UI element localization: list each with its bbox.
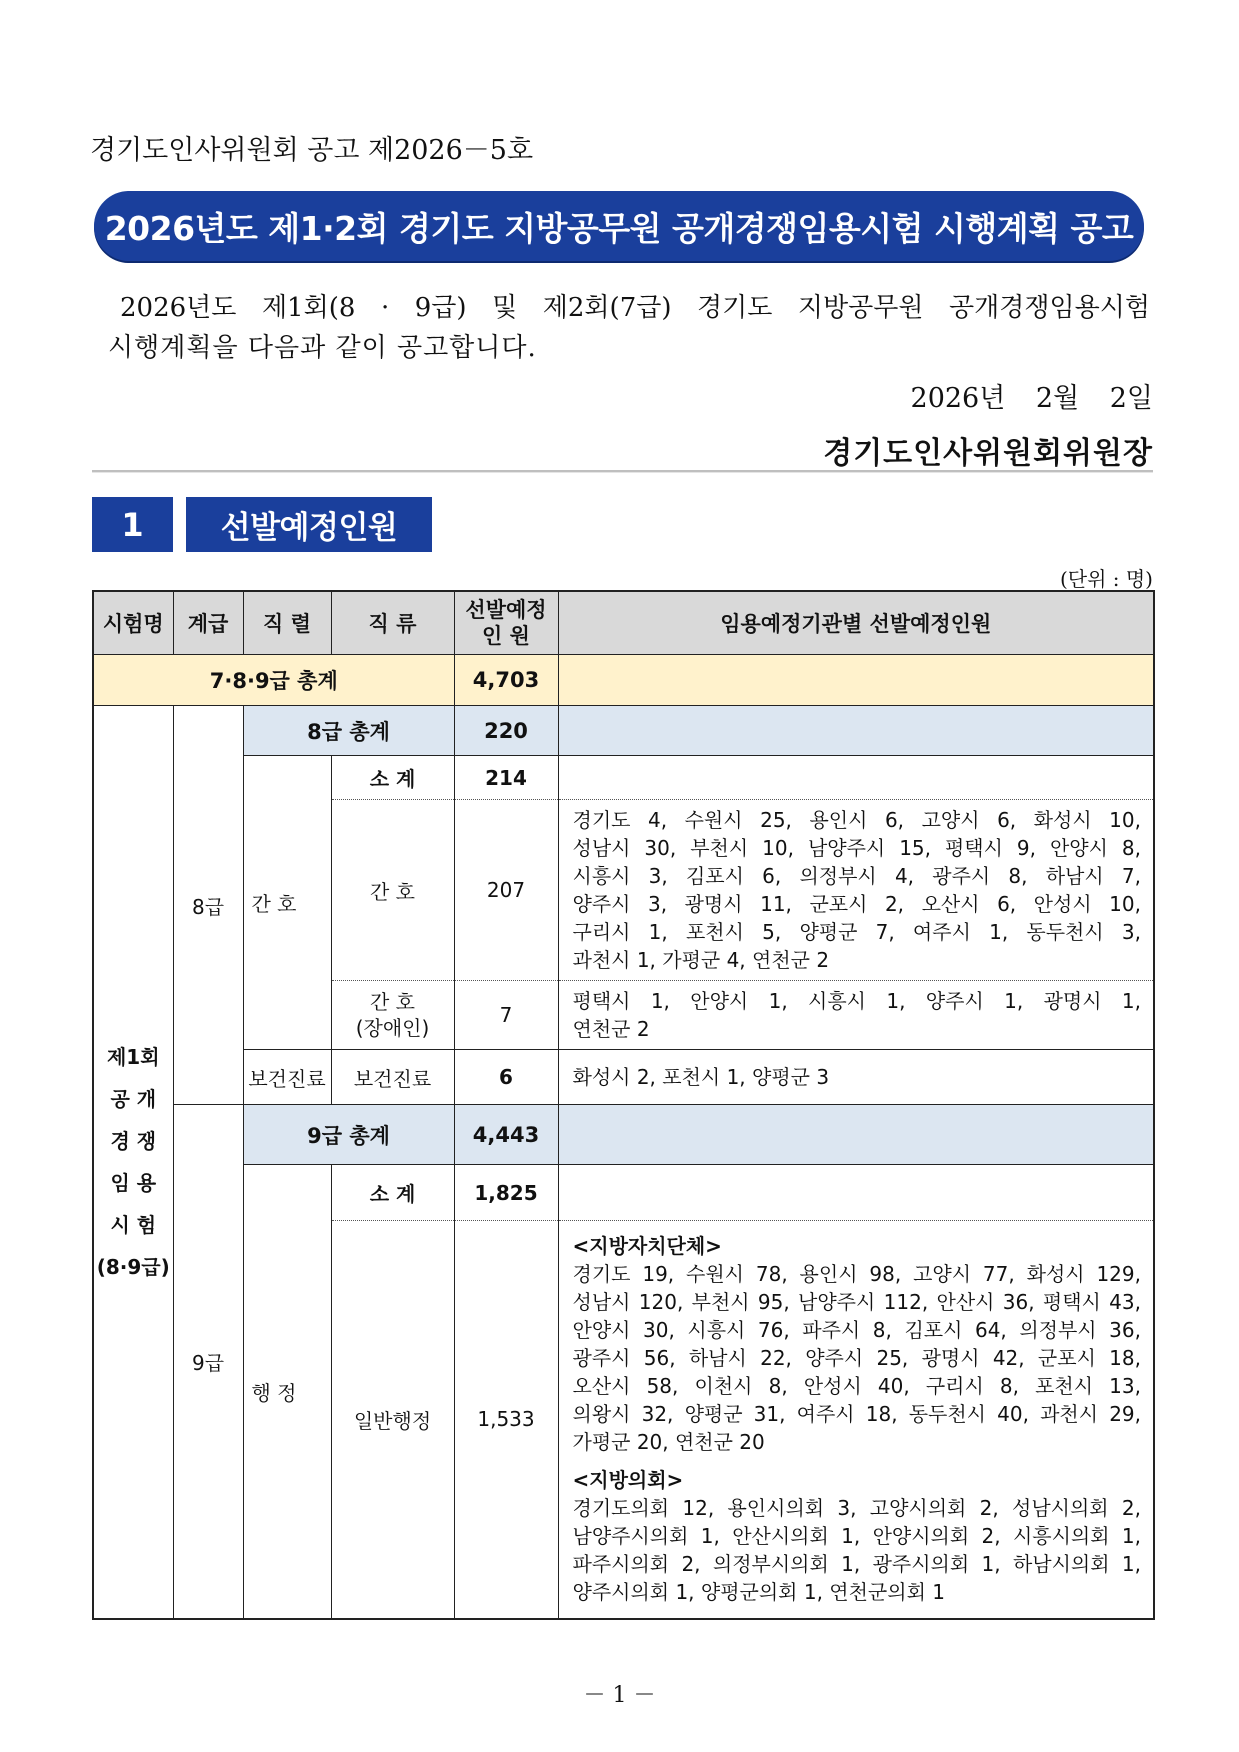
agency-line: 양주시의회 1, 양평군의회 1, 연천군의회 1: [572, 1580, 945, 1605]
admin-series-label: 행 정: [251, 1380, 297, 1405]
grade9-total-agency: [558, 1105, 1154, 1165]
header-planned-bottom: 인 원: [482, 624, 530, 648]
unit-note: (단위 : 명): [1059, 567, 1153, 591]
agency-line: 파주시의회 2, 의정부시의회 1, 광주시의회 1, 하남시의회 1,: [572, 1552, 1141, 1577]
exam-name-line: 임 용: [110, 1170, 157, 1195]
exam-name-line: 시 험: [110, 1212, 157, 1237]
announcement-date: 2026년 2월 2일: [910, 383, 1153, 414]
nursing-class: 간 호: [331, 800, 454, 981]
nursing-disabled-class-main: 간 호: [370, 990, 415, 1014]
nursing-value: 207: [454, 800, 558, 981]
health-class: 보건진료: [331, 1050, 454, 1105]
admin-subtotal-label: 소 계: [331, 1165, 454, 1221]
grand-total-value: 4,703: [454, 655, 558, 706]
agency-line: 연천군 2: [572, 1017, 650, 1041]
grand-total-row: [93, 655, 1154, 706]
nursing-disabled-agency: [558, 981, 1154, 1050]
grade8-label: 8급: [173, 706, 243, 1105]
agency-line: 가평군 20, 연천군 20: [572, 1430, 765, 1455]
nursing-disabled-class: [331, 981, 454, 1050]
agency-line: 의왕시 32, 양평군 31, 여주시 18, 동두천시 40, 과천시 29,: [572, 1402, 1141, 1427]
section-title: 선발예정인원: [186, 497, 432, 552]
agency-line: 경기도 19, 수원시 78, 용인시 98, 고양시 77, 화성시 129,: [572, 1262, 1141, 1287]
nursing-subtotal-value: 214: [454, 756, 558, 800]
health-value: 6: [454, 1050, 558, 1105]
admin-subtotal-agency: [558, 1165, 1154, 1221]
grand-total-label: 7·8·9급 총계: [93, 655, 454, 706]
health-row: [93, 1050, 1154, 1105]
grade9-total-value: 4,443: [454, 1105, 558, 1165]
agency-line: 양주시 3, 광명시 11, 군포시 2, 오산시 6, 안성시 10,: [572, 892, 1141, 916]
announcement-title: 2026년도 제1·2회 경기도 지방공무원 공개경쟁임용시험 시행계획 공고: [94, 191, 1144, 261]
intro-line-2: 시행계획을 다음과 같이 공고합니다.: [108, 333, 537, 363]
signer: 경기도인사위원회위원장: [823, 436, 1153, 471]
grand-total-agency: [558, 655, 1154, 706]
divider: [92, 470, 1153, 473]
header-class: 직 류: [331, 591, 454, 655]
general-admin-value: 1,533: [454, 1221, 558, 1619]
agency-line: 과천시 1, 가평군 4, 연천군 2: [572, 948, 830, 972]
council-heading: <지방의회>: [572, 1468, 684, 1493]
header-planned-top: 선발예정: [465, 598, 547, 622]
exam-name: [93, 706, 173, 1619]
general-admin-class: 일반행정: [331, 1221, 454, 1619]
exam-name-line: (8·9급): [96, 1254, 170, 1279]
nursing-subtotal-row: [93, 756, 1154, 800]
general-admin-agency: [558, 1221, 1154, 1619]
nursing-subtotal-label: 소 계: [331, 756, 454, 800]
agency-line: 남양주시의회 1, 안산시의회 1, 안양시의회 2, 시흥시의회 1,: [572, 1524, 1141, 1549]
grade8-total-label: 8급 총계: [243, 706, 454, 756]
header-grade: 계급: [173, 591, 243, 655]
agency-line: 광주시 56, 하남시 22, 양주시 25, 광명시 42, 군포시 18,: [572, 1346, 1141, 1371]
recruitment-table: [92, 590, 1155, 1620]
grade8-total-agency: [558, 706, 1154, 756]
header-agency: 임용예정기관별 선발예정인원: [558, 591, 1154, 655]
agency-line: 경기도 4, 수원시 25, 용인시 6, 고양시 6, 화성시 10,: [572, 808, 1141, 832]
agency-line: 안양시 30, 시흥시 76, 파주시 8, 김포시 64, 의정부시 36,: [572, 1318, 1141, 1343]
agency-line: 시흥시 3, 김포시 6, 의정부시 4, 광주시 8, 하남시 7,: [572, 864, 1141, 888]
exam-name-line: 경 쟁: [110, 1128, 157, 1153]
local-gov-heading: <지방자치단체>: [572, 1234, 722, 1259]
agency-line: 평택시 1, 안양시 1, 시흥시 1, 양주시 1, 광명시 1,: [572, 989, 1141, 1013]
health-agency: 화성시 2, 포천시 1, 양평군 3: [558, 1050, 1154, 1105]
agency-line: 경기도의회 12, 용인시의회 3, 고양시의회 2, 성남시의회 2,: [572, 1496, 1141, 1521]
grade9-label: 9급: [173, 1105, 243, 1619]
header-series: 직 렬: [243, 591, 331, 655]
agency-line: 오산시 58, 이천시 8, 안성시 40, 구리시 8, 포천시 13,: [572, 1374, 1141, 1399]
agency-line: 성남시 120, 부천시 95, 남양주시 112, 안산시 36, 평택시 43,: [572, 1290, 1141, 1315]
exam-name-line: 공 개: [110, 1086, 157, 1111]
admin-subtotal-row: [93, 1165, 1154, 1221]
nursing-agency: [558, 800, 1154, 981]
table-header-row: [93, 591, 1154, 655]
grade9-total-row: [93, 1105, 1154, 1165]
nursing-disabled-class-sub: (장애인): [355, 1016, 430, 1040]
grade8-total-row: [93, 706, 1154, 756]
section-number: 1: [92, 497, 173, 552]
exam-name-line: 제1회: [106, 1044, 160, 1069]
notice-number: 경기도인사위원회 공고 제2026－5호: [90, 135, 534, 166]
health-series: 보건진료: [243, 1050, 331, 1105]
intro-line-1: 2026년도 제1회(8 · 9급) 및 제2회(7급) 경기도 지방공무원 공개경쟁임용시험: [120, 293, 1150, 323]
grade8-total-value: 220: [454, 706, 558, 756]
header-exam: 시험명: [93, 591, 173, 655]
agency-line: 성남시 30, 부천시 10, 남양주시 15, 평택시 9, 안양시 8,: [572, 836, 1141, 860]
grade9-total-label: 9급 총계: [243, 1105, 454, 1165]
admin-subtotal-value: 1,825: [454, 1165, 558, 1221]
header-planned: [454, 591, 558, 655]
intro-paragraph: [108, 288, 1150, 368]
nursing-series: [243, 756, 331, 1050]
page-number: － 1 －: [583, 1683, 656, 1708]
nursing-disabled-value: 7: [454, 981, 558, 1050]
admin-series: [243, 1165, 331, 1619]
nursing-subtotal-agency: [558, 756, 1154, 800]
agency-line: 구리시 1, 포천시 5, 양평군 7, 여주시 1, 동두천시 3,: [572, 920, 1141, 944]
nursing-series-label: 간 호: [251, 892, 297, 916]
